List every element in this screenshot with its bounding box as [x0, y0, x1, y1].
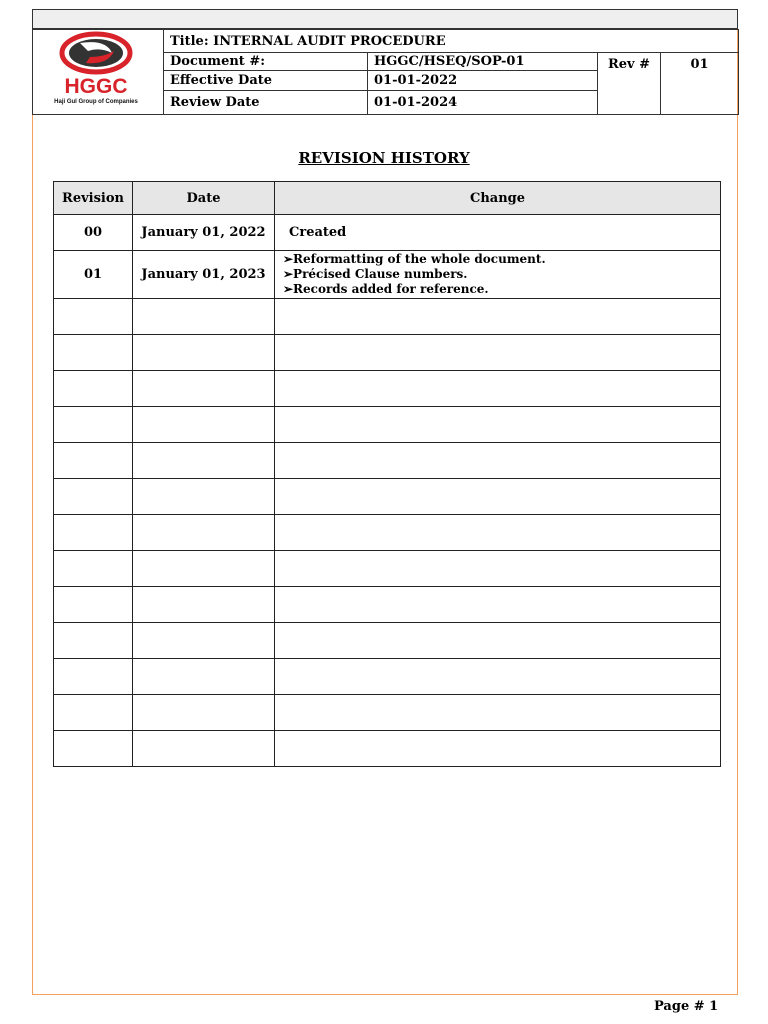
- section-title: REVISION HISTORY: [298, 149, 470, 167]
- empty-cell: [54, 587, 133, 623]
- empty-cell: [275, 479, 721, 515]
- empty-cell: [54, 731, 133, 767]
- empty-cell: [275, 623, 721, 659]
- empty-cell: [54, 623, 133, 659]
- effective-date-value: 01-01-2022: [368, 71, 598, 91]
- column-header-change: Change: [275, 182, 721, 215]
- empty-cell: [54, 515, 133, 551]
- change-item: ➢Records added for reference.: [283, 282, 489, 296]
- empty-cell: [133, 551, 275, 587]
- review-date-label: Review Date: [164, 91, 368, 115]
- column-header-date: Date: [133, 182, 275, 215]
- empty-cell: [133, 443, 275, 479]
- table-row: [54, 551, 721, 587]
- table-row: [54, 479, 721, 515]
- table-row: [54, 515, 721, 551]
- empty-cell: [275, 443, 721, 479]
- revision-history-table: [53, 181, 721, 767]
- doc-title: Title: INTERNAL AUDIT PROCEDURE: [164, 30, 739, 53]
- hggc-logo-icon: [38, 31, 158, 109]
- empty-cell: [133, 731, 275, 767]
- empty-cell: [275, 731, 721, 767]
- empty-cell: [275, 335, 721, 371]
- empty-cell: [54, 443, 133, 479]
- date-cell: January 01, 2023: [133, 251, 275, 299]
- empty-cell: [275, 695, 721, 731]
- empty-cell: [133, 335, 275, 371]
- logo-brand: HGGC: [64, 75, 128, 98]
- empty-cell: [275, 551, 721, 587]
- table-row: [54, 335, 721, 371]
- empty-cell: [133, 587, 275, 623]
- change-cell: [275, 251, 721, 299]
- empty-cell: [54, 407, 133, 443]
- rev-value: 01: [661, 53, 739, 115]
- effective-date-label: Effective Date: [164, 71, 368, 91]
- document-number-value: HGGC/HSEQ/SOP-01: [368, 53, 598, 71]
- table-row: [54, 251, 721, 299]
- date-cell: January 01, 2022: [133, 215, 275, 251]
- table-row: [54, 371, 721, 407]
- document-header: [32, 29, 739, 115]
- table-row: [54, 407, 721, 443]
- table-row: [54, 623, 721, 659]
- empty-cell: [54, 299, 133, 335]
- empty-cell: [133, 695, 275, 731]
- empty-cell: [133, 479, 275, 515]
- empty-cell: [275, 587, 721, 623]
- empty-cell: [133, 623, 275, 659]
- logo-tagline: Haji Gul Group of Companies: [54, 99, 138, 105]
- column-header-revision: Revision: [54, 182, 133, 215]
- revision-cell: 01: [54, 251, 133, 299]
- empty-cell: [133, 515, 275, 551]
- empty-cell: [54, 695, 133, 731]
- empty-cell: [54, 371, 133, 407]
- table-row: [54, 299, 721, 335]
- empty-cell: [133, 659, 275, 695]
- empty-cell: [275, 659, 721, 695]
- document-number-label: Document #:: [164, 53, 368, 71]
- change-item: ➢Précised Clause numbers.: [283, 267, 468, 281]
- change-cell: Created: [275, 215, 721, 251]
- table-row: [54, 695, 721, 731]
- empty-cell: [54, 335, 133, 371]
- header-band: [32, 9, 738, 29]
- empty-cell: [275, 371, 721, 407]
- page-number: Page # 1: [654, 999, 719, 1014]
- revision-cell: 00: [54, 215, 133, 251]
- empty-cell: [54, 551, 133, 587]
- empty-cell: [275, 515, 721, 551]
- table-row: [54, 587, 721, 623]
- empty-cell: [275, 407, 721, 443]
- empty-cell: [133, 407, 275, 443]
- change-item: ➢Reformatting of the whole document.: [283, 252, 546, 266]
- empty-cell: [133, 371, 275, 407]
- empty-cell: [275, 299, 721, 335]
- empty-cell: [133, 299, 275, 335]
- empty-cell: [54, 659, 133, 695]
- company-logo: [33, 30, 164, 115]
- table-row: [54, 731, 721, 767]
- table-row: [54, 215, 721, 251]
- table-row: [54, 443, 721, 479]
- rev-label: Rev #: [598, 53, 661, 115]
- review-date-value: 01-01-2024: [368, 91, 598, 115]
- table-row: [54, 659, 721, 695]
- empty-cell: [54, 479, 133, 515]
